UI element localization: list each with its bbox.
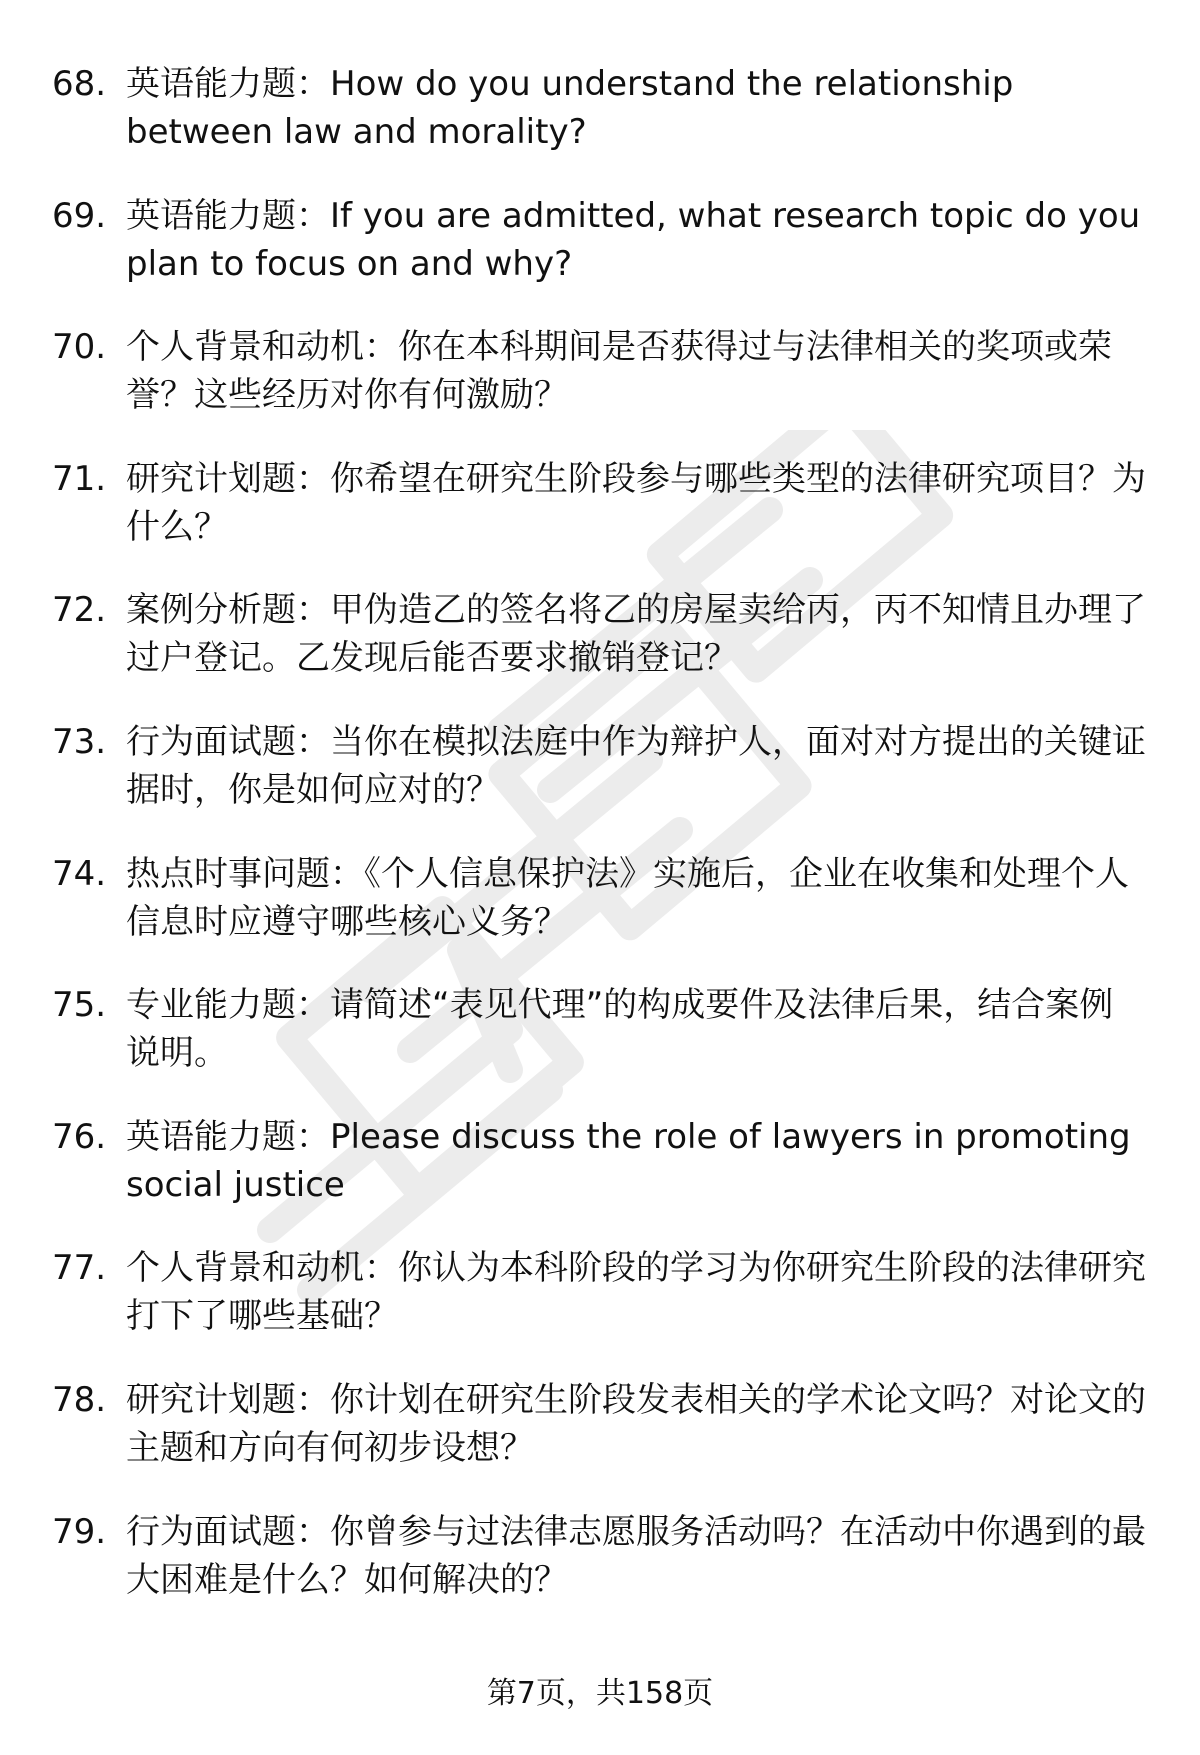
question-number: 78. — [52, 1379, 107, 1420]
question-number: 79. — [52, 1511, 107, 1552]
question-number: 72. — [52, 590, 107, 631]
question-item — [0, 455, 1200, 587]
question-text: 研究计划题：你计划在研究生阶段发表相关的学术论文吗？对论文的主题和方向有何初步设想？ — [126, 1379, 1146, 1468]
question-text: 热点时事问题：《个人信息保护法》实施后，企业在收集和处理个人信息时应遵守哪些核心义务？ — [126, 853, 1129, 942]
question-number: 77. — [52, 1248, 107, 1289]
question-number: 69. — [52, 195, 107, 236]
question-number: 76. — [52, 1116, 107, 1157]
question-number: 68. — [52, 64, 107, 104]
question-number: 74. — [52, 853, 107, 894]
question-number: 71. — [52, 458, 107, 499]
question-text: 案例分析题：甲伪造乙的签名将乙的房屋卖给丙，丙不知情且办理了过户登记。乙发现后能否要求撤销登记？ — [126, 590, 1146, 679]
question-item — [0, 981, 1200, 1113]
question-item — [0, 1376, 1200, 1508]
question-list — [0, 60, 1200, 1639]
question-text: 英语能力题：If you are admitted, what research topic do you plan to focus on and why? — [126, 195, 1141, 284]
page-indicator: 第7页，共158页 — [486, 1676, 714, 1711]
question-text: 个人背景和动机：你在本科期间是否获得过与法律相关的奖项或荣誉？这些经历对你有何激励？ — [126, 327, 1112, 416]
question-item — [0, 1508, 1200, 1640]
question-item — [0, 586, 1200, 718]
question-text: 英语能力题：Please discuss the role of lawyers in promoting social justice — [126, 1116, 1131, 1205]
question-text: 英语能力题：How do you understand the relationship between law and morality? — [126, 64, 1014, 152]
question-item — [0, 323, 1200, 455]
question-text: 研究计划题：你希望在研究生阶段参与哪些类型的法律研究项目？为什么？ — [126, 458, 1146, 547]
question-number: 73. — [52, 721, 107, 762]
question-text: 行为面试题：当你在模拟法庭中作为辩护人，面对对方提出的关键证据时，你是如何应对的？ — [126, 721, 1146, 810]
question-number: 70. — [52, 327, 107, 368]
question-item — [0, 718, 1200, 850]
question-item — [0, 192, 1200, 324]
question-item — [0, 60, 1200, 192]
question-item — [0, 850, 1200, 982]
question-text: 行为面试题：你曾参与过法律志愿服务活动吗？在活动中你遇到的最大困难是什么？如何解决的？ — [126, 1511, 1146, 1600]
question-text: 专业能力题：请简述“表见代理”的构成要件及法律后果，结合案例说明。 — [126, 985, 1114, 1074]
question-number: 75. — [52, 985, 107, 1026]
question-item — [0, 1113, 1200, 1245]
question-item — [0, 1244, 1200, 1376]
question-text: 个人背景和动机：你认为本科阶段的学习为你研究生阶段的法律研究打下了哪些基础？ — [126, 1248, 1146, 1337]
